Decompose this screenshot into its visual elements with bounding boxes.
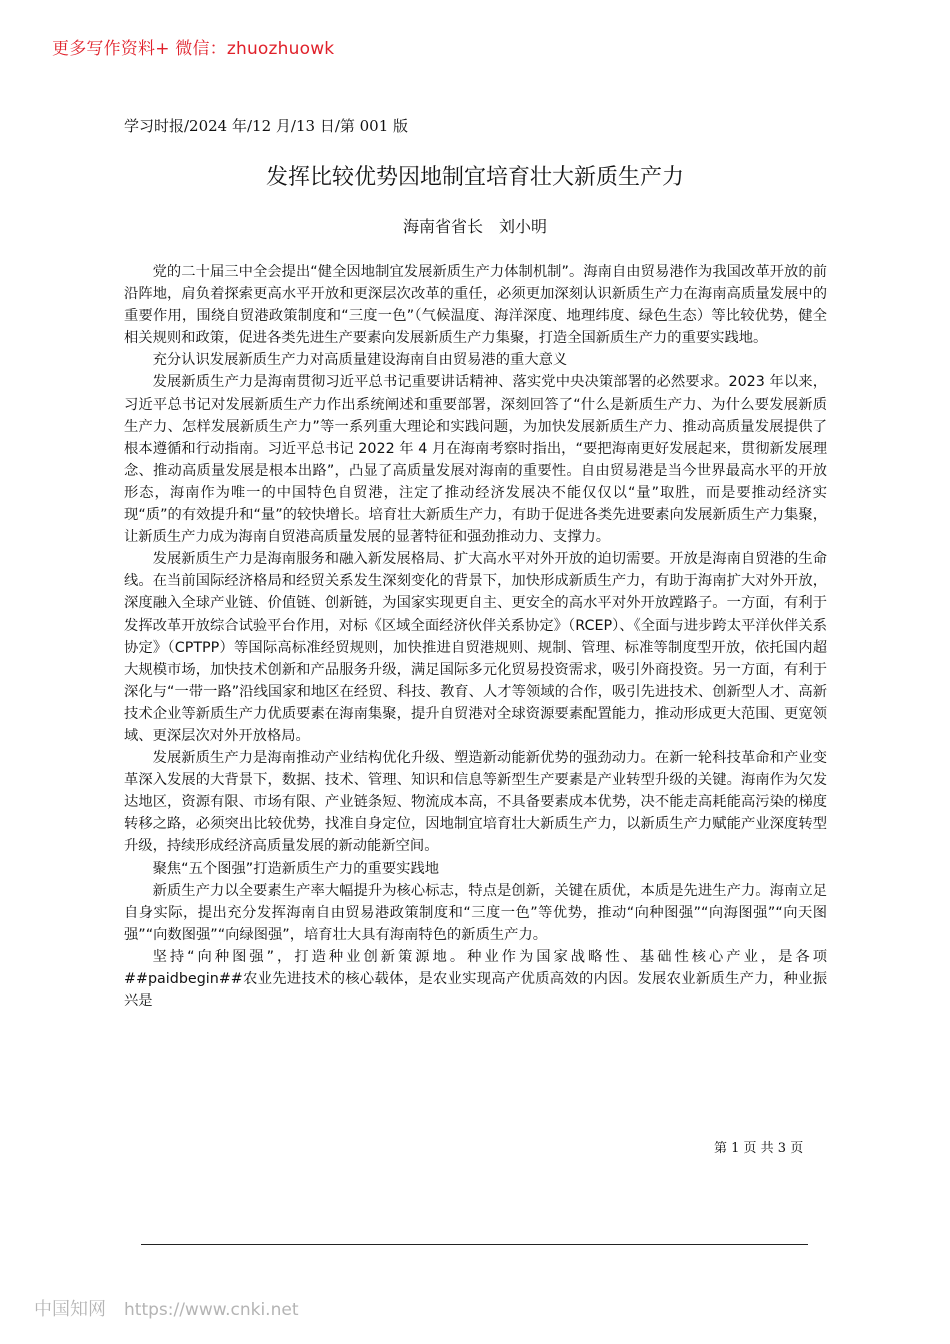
source-line: 学习时报/2024 年/12 月/13 日/第 001 版 <box>124 117 409 135</box>
section-heading: 聚焦“五个图强”打造新质生产力的重要实践地 <box>152 860 440 877</box>
article-author: 海南省省长 刘小明 <box>402 217 547 236</box>
paragraph: 发展新质生产力是海南服务和融入新发展格局、扩大高水平对外开放的迫切需要。开放是海南自贸港的生命线。在当前国际经济格局和经贸关系发生深刻变化的背景下，加快形成新质生产力，有助于海南扩大对外开放，深度融入全球产业链、价值链、创新链，为国家实现更自主、更安全的高水平对外开放蹚路子。一方面，有利于发挥改革开放综合试验平台作用，对标《区域全面经济伙伴关系协定》（RCEP）、《全面与进步跨太平洋伙伴关系协定》（CPTPP）等国际高标准经贸规则，加快推进自贸港规则、规制、管理、标准等制度型开放，依托国内超大规模市场，加快技术创新和产品服务升级，满足国际多元化贸易投资需求，吸引外商投资。另一方面，有利于深化与“一带一路”沿线国家和地区在经贸、科技、教育、人才等领域的合作，吸引先进技术、创新型人才、高新技术企业等新质生产力优质要素在海南集聚，提升自贸港对全球资源要素配置能力，推动形成更大范围、更宽领域、更深层次对外开放格局。 <box>124 551 827 744</box>
paragraph: 发展新质生产力是海南推动产业结构优化升级、塑造新动能新优势的强劲动力。在新一轮科技革命和产业变革深入发展的大背景下，数据、技术、管理、知识和信息等新型生产要素是产业转型升级的关键。海南作为欠发达地区，资源有限、市场有限、产业链条短、物流成本高，不具备要素成本优势，决不能走高耗能高污染的梯度转移之路，必须突出比较优势，找准自身定位，因地制宜培育壮大新质生产力，以新质生产力赋能产业深度转型升级，持续形成经济高质量发展的新动能新空间。 <box>124 750 827 855</box>
watermark-url: https://www.cnki.net <box>124 1300 299 1320</box>
section-heading: 充分认识发展新质生产力对高质量建设海南自由贸易港的重大意义 <box>152 352 568 369</box>
page-indicator: 第 1 页 共 3 页 <box>714 1141 804 1156</box>
watermark-brand: 中国知网 <box>34 1299 106 1320</box>
footer-divider <box>141 1244 808 1245</box>
article-title: 发挥比较优势因地制宜培育壮大新质生产力 <box>265 165 684 190</box>
paragraph: 坚持“向种图强”，打造种业创新策源地。种业作为国家战略性、基础性核心产业，是各项##paidbegin##农业先进技术的核心载体，是农业实现高产优质高效的内因。发展农业新质生产力，种业振兴是 <box>124 948 827 1010</box>
cnki-watermark <box>34 1295 298 1321</box>
paragraph: 发展新质生产力是海南贯彻习近平总书记重要讲话精神、落实党中央决策部署的必然要求。2023 年以来，习近平总书记对发展新质生产力作出系统阐述和重要部署，深刻回答了“什么是新质生产力、为什么要发展新质生产力、怎样发展新质生产力”等一系列重大理论和实践问题，为加快发展新质生产力、推动高质量发展提供了根本遵循和行动指南。习近平总书记 2022 年 4 月在海南考察时指出，“要把海南更好发展起来，贯彻新发展理念、推动高质量发展是根本出路”，凸显了高质量发展对海南的重要性。自由贸易港是当今世界最高水平的开放形态，海南作为唯一的中国特色自贸港，注定了推动经济发展决不能仅仅以“量”取胜，而是要推动经济实现“质”的有效提升和“量”的较快增长。培育壮大新质生产力，有助于促进各类先进要素向发展新质生产力集聚，让新质生产力成为海南自贸港高质量发展的显著特征和强劲推动力、支撑力。 <box>124 374 827 546</box>
promo-banner: 更多写作资料+ 微信：zhuozhuowk <box>52 39 335 59</box>
article-body <box>124 261 827 1012</box>
paragraph: 新质生产力以全要素生产率大幅提升为核心标志，特点是创新，关键在质优，本质是先进生产力。海南立足自身实际，提出充分发挥海南自由贸易港政策制度和“三度一色”等优势，推动“向种图强”“向海图强”“向天图强”“向数图强”“向绿图强”，培育壮大具有海南特色的新质生产力。 <box>124 882 827 943</box>
paragraph: 党的二十届三中全会提出“健全因地制宜发展新质生产力体制机制”。海南自由贸易港作为我国改革开放的前沿阵地，肩负着探索更高水平开放和更深层次改革的重任，必须更加深刻认识新质生产力在海南高质量发展中的重要作用，围绕自贸港政策制度和“三度一色”（气候温度、海洋深度、地理纬度、绿色生态）等比较优势，健全相关规则和政策，促进各类先进生产要素向发展新质生产力集聚，打造全国新质生产力的重要实践地。 <box>124 264 827 347</box>
